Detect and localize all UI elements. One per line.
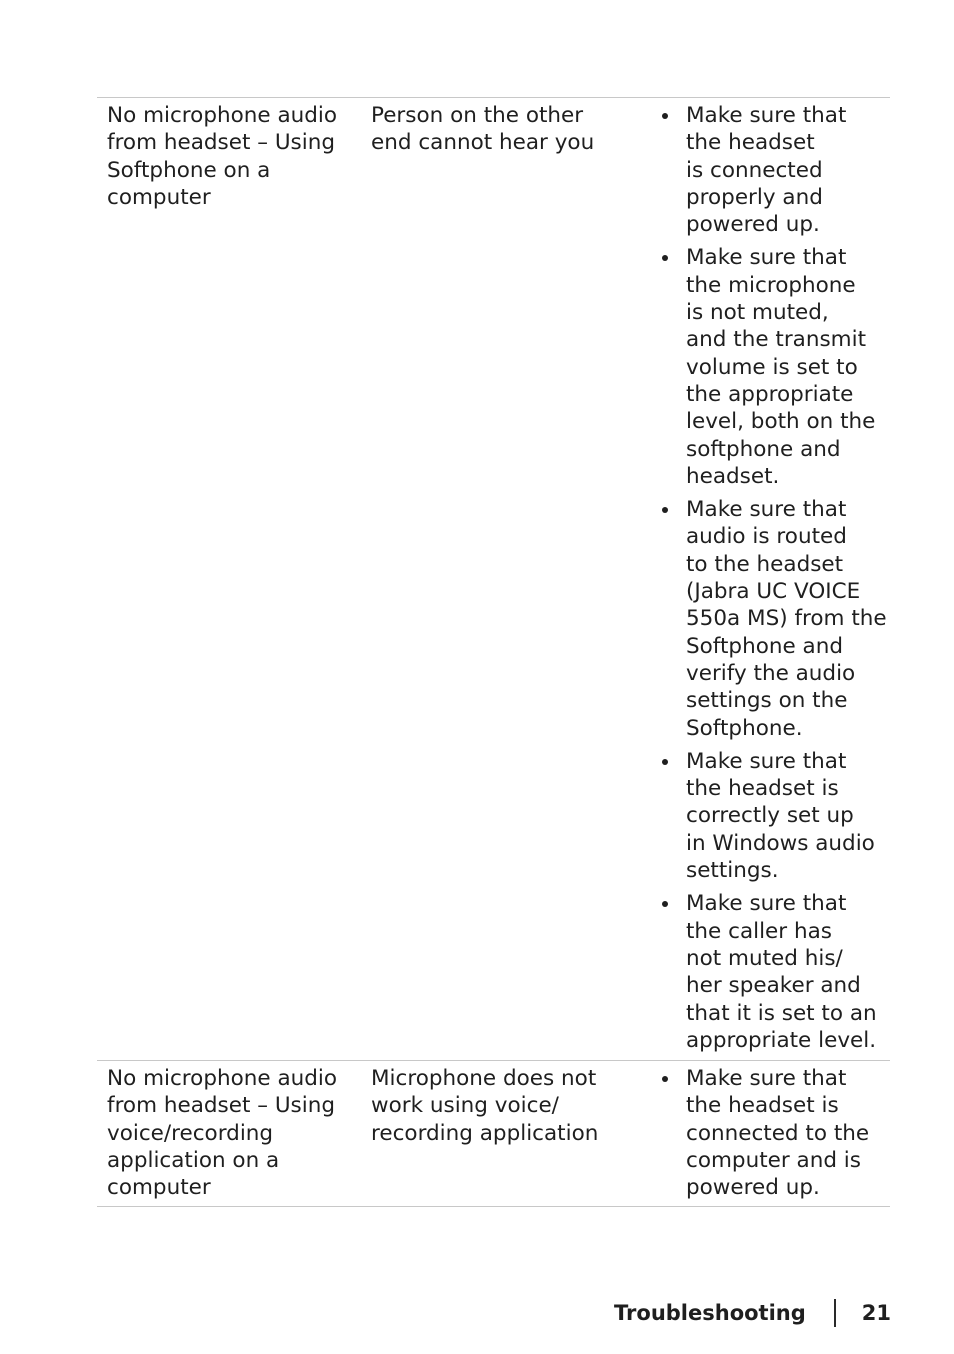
solution-line: 550a MS) from the [686, 606, 887, 632]
solution-line: connected to the [686, 1120, 870, 1146]
solution-line: settings. [686, 858, 779, 884]
bullet-icon [662, 759, 668, 765]
solution-line: the microphone [686, 272, 856, 298]
solution-line: level, both on the [686, 409, 876, 435]
page-number: 21 [861, 1301, 891, 1325]
solution-line: is connected [686, 157, 823, 183]
troubleshooting-table [97, 97, 890, 1207]
problem-line: voice/recording [107, 1120, 274, 1146]
symptom-cell [371, 1065, 598, 1147]
solution-line: softphone and [686, 436, 841, 462]
page-footer [614, 1298, 891, 1328]
solution-line: settings on the [686, 688, 848, 714]
problem-line: No microphone audio [107, 1066, 338, 1091]
solution-line: Softphone and [686, 633, 843, 659]
solution-line: powered up. [686, 1175, 820, 1201]
solution-line: is not muted, [686, 300, 829, 326]
solution-line: Softphone. [686, 715, 803, 741]
symptom-line: work using voice/ [371, 1093, 559, 1119]
solution-line: the headset is [686, 1093, 839, 1119]
problem-line: No microphone audio [107, 103, 338, 128]
solution-line: in Windows audio [686, 830, 875, 856]
solution-bullet [660, 102, 887, 238]
table-row [97, 1061, 890, 1206]
footer-section-title: Troubleshooting [614, 1301, 806, 1325]
solution-bullet [660, 1065, 869, 1201]
symptom-line: Person on the other [371, 103, 584, 128]
solution-line: (Jabra UC VOICE [686, 579, 861, 605]
footer-separator [834, 1299, 836, 1327]
bullet-icon [662, 113, 668, 119]
solution-bullet [660, 890, 887, 1054]
solution-line: Make sure that [686, 245, 847, 271]
solution-line: the caller has [686, 918, 832, 944]
solution-line: properly and [686, 184, 823, 210]
solution-line: the headset [686, 130, 815, 156]
problem-line: application on a [107, 1147, 280, 1173]
solution-bullet [660, 496, 887, 742]
solution-cell [660, 102, 887, 1060]
solution-line: volume is set to [686, 354, 858, 380]
bullet-icon [662, 255, 668, 261]
solution-line: that it is set to an [686, 1000, 877, 1026]
solution-line: Make sure that [686, 103, 847, 128]
bullet-icon [662, 901, 668, 907]
bullet-icon [662, 1076, 668, 1082]
symptom-cell [371, 102, 594, 157]
symptom-line: recording application [371, 1120, 599, 1146]
solution-line: Make sure that [686, 497, 847, 523]
solution-bullet [660, 748, 887, 884]
problem-line: Softphone on a [107, 157, 271, 183]
solution-line: headset. [686, 463, 780, 489]
problem-line: from headset – Using [107, 1093, 336, 1119]
table-row [97, 98, 890, 1060]
solution-line: the appropriate [686, 381, 854, 407]
solution-line: Make sure that [686, 1066, 847, 1091]
solution-line: correctly set up [686, 803, 854, 829]
solution-line: Make sure that [686, 748, 847, 774]
problem-cell [107, 102, 337, 211]
solution-line: powered up. [686, 212, 820, 238]
solution-line: audio is routed [686, 524, 847, 550]
solution-bullet [660, 244, 887, 490]
bullet-icon [662, 507, 668, 513]
solution-line: the headset is [686, 776, 839, 802]
problem-cell [107, 1065, 337, 1201]
problem-line: computer [107, 184, 211, 210]
problem-line: computer [107, 1175, 211, 1201]
solution-line: Make sure that [686, 891, 847, 917]
solution-cell [660, 1065, 869, 1207]
solution-line: computer and is [686, 1147, 861, 1173]
solution-line: and the transmit [686, 327, 867, 353]
symptom-line: end cannot hear you [371, 130, 595, 156]
solution-line: to the headset [686, 551, 844, 577]
solution-line: not muted his/ [686, 945, 843, 971]
symptom-line: Microphone does not [371, 1066, 597, 1091]
solution-line: her speaker and [686, 973, 861, 999]
solution-line: appropriate level. [686, 1027, 877, 1053]
problem-line: from headset – Using [107, 130, 336, 156]
solution-line: verify the audio [686, 660, 856, 686]
